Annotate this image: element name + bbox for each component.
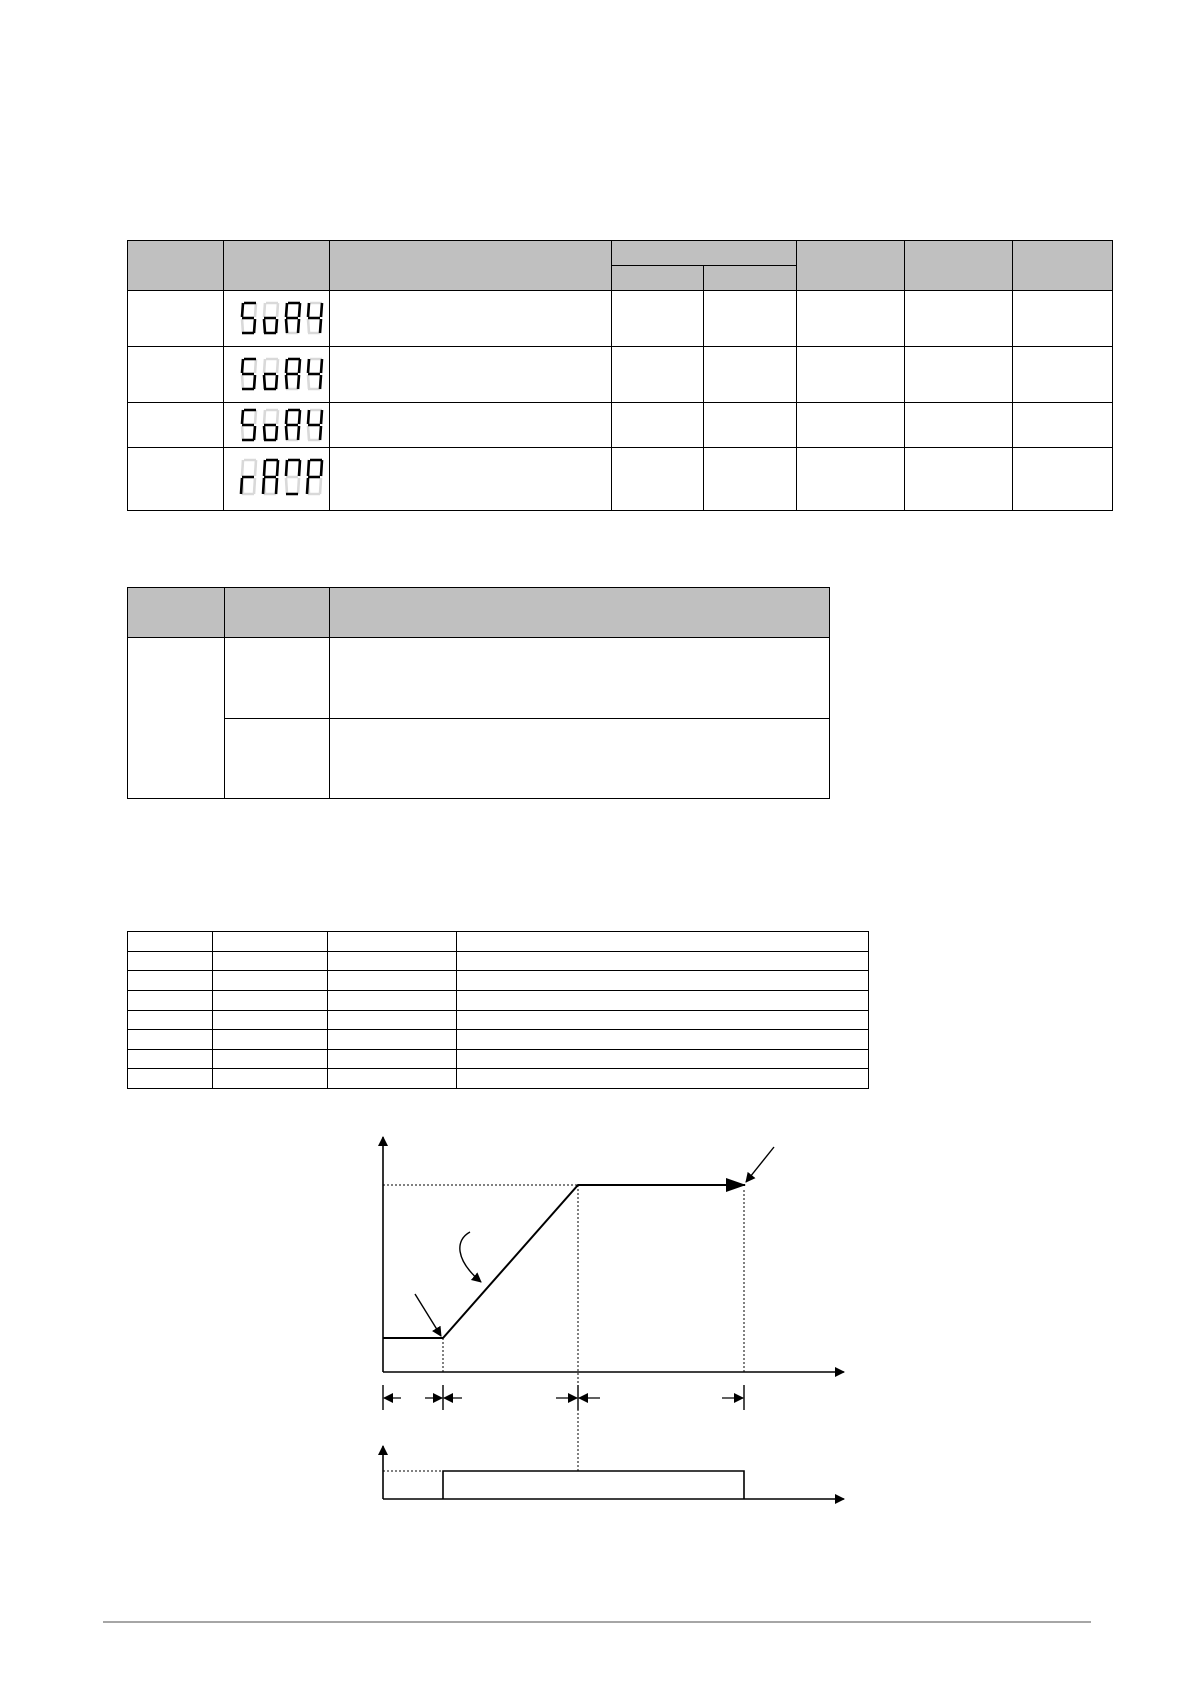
lower-plot bbox=[383, 1446, 844, 1499]
ramp-start-pointer-arrow bbox=[415, 1294, 441, 1336]
setpoint-profile-line bbox=[383, 1185, 724, 1338]
interval-markers bbox=[383, 1385, 744, 1410]
status-signal-line bbox=[443, 1471, 744, 1499]
ramp-slope-pointer-arrow bbox=[460, 1232, 481, 1282]
footer-rule bbox=[103, 1621, 1091, 1623]
end-point-pointer-arrow bbox=[746, 1147, 774, 1182]
upper-plot bbox=[383, 1137, 844, 1471]
